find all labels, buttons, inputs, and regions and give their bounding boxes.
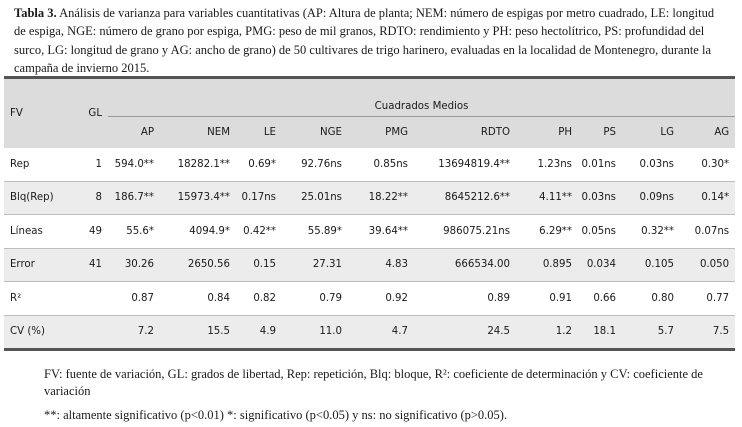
cell: 0.69* xyxy=(248,158,276,170)
cell: 0.79 xyxy=(282,282,348,316)
cell: 2650.56 xyxy=(160,248,236,282)
cell: 0.05ns xyxy=(578,215,622,249)
cell: 0.034 xyxy=(578,248,622,282)
cell: 4.83 xyxy=(348,248,414,282)
table-row xyxy=(4,248,735,282)
header-gl: GL xyxy=(74,79,108,148)
table-header xyxy=(4,79,735,148)
cell: 0.87 xyxy=(108,282,160,316)
cell: 186.7** xyxy=(108,181,160,215)
cell: 13694819.4** xyxy=(438,158,510,170)
cell: 0.03ns xyxy=(578,181,622,215)
cell: 0.92 xyxy=(348,282,414,316)
cell: 92.76ns xyxy=(301,158,342,170)
cell: 4094.9* xyxy=(160,215,236,249)
header-col-pmg: PMG xyxy=(348,117,414,149)
cell: 0.85ns xyxy=(373,158,408,170)
header-cuadrados-medios: Cuadrados Medios xyxy=(108,79,735,117)
cell: 15.5 xyxy=(160,315,236,348)
header-col-lg: LG xyxy=(622,117,680,149)
cell: 0.895 xyxy=(516,248,578,282)
row-label: Error xyxy=(4,248,74,282)
cell: 7.5 xyxy=(680,315,735,348)
header-fv: FV xyxy=(4,79,74,148)
table-body xyxy=(4,148,735,348)
row-gl: 1 xyxy=(95,158,102,170)
cell: 0.30* xyxy=(701,158,730,170)
cell: 594.0** xyxy=(114,158,154,170)
row-gl: 49 xyxy=(74,215,108,249)
table-notes xyxy=(44,366,724,424)
cell: 4.7 xyxy=(348,315,414,348)
caption-label: Tabla 3. xyxy=(14,6,57,20)
cell: 7.2 xyxy=(108,315,160,348)
cell: 1.2 xyxy=(516,315,578,348)
header-col-le: LE xyxy=(236,117,282,149)
cell: 0.91 xyxy=(516,282,578,316)
cell: 986075.21ns xyxy=(414,215,516,249)
cell: 5.7 xyxy=(622,315,680,348)
cell: 55.89* xyxy=(282,215,348,249)
anova-table xyxy=(4,76,735,351)
cell: 0.77 xyxy=(680,282,735,316)
cell: 30.26 xyxy=(108,248,160,282)
cell: 0.66 xyxy=(578,282,622,316)
cell: 0.15 xyxy=(236,248,282,282)
table-row xyxy=(4,315,735,348)
cell: 0.050 xyxy=(680,248,735,282)
cell: 0.03ns xyxy=(639,158,674,170)
bottom-rule xyxy=(4,348,735,351)
row-label: Blq(Rep) xyxy=(4,181,74,215)
notes-significance: **: altamente significativo (p<0.01) *: significativo (p<0.05) y ns: no significativo (p>0.05). xyxy=(44,408,508,422)
cell: 0.09ns xyxy=(622,181,680,215)
header-col-ap: AP xyxy=(108,117,160,149)
cell: 27.31 xyxy=(282,248,348,282)
cell: 0.17ns xyxy=(236,181,282,215)
row-label: CV (%) xyxy=(4,315,74,348)
table-row xyxy=(4,148,735,181)
cell: 0.80 xyxy=(622,282,680,316)
cell: 0.82 xyxy=(236,282,282,316)
table-caption xyxy=(14,4,726,78)
row-label: R² xyxy=(4,282,74,316)
cell: 18.22** xyxy=(348,181,414,215)
cell: 0.32** xyxy=(622,215,680,249)
cell: 0.14* xyxy=(680,181,735,215)
cell: 8645212.6** xyxy=(414,181,516,215)
cell: 0.01ns xyxy=(581,158,616,170)
row-label: Rep xyxy=(10,158,30,170)
cell: 0.89 xyxy=(414,282,516,316)
table-row xyxy=(4,215,735,249)
row-gl: 41 xyxy=(74,248,108,282)
cell: 0.07ns xyxy=(680,215,735,249)
cell: 15973.4** xyxy=(160,181,236,215)
header-col-ag: AG xyxy=(680,117,735,149)
cell: 55.6* xyxy=(108,215,160,249)
caption-text: Análisis de varianza para variables cuantitativas (AP: Altura de planta; NEM: número de espigas por metro cuadrado, LE: longitud de espiga, NGE: número de grano por espiga, PMG: peso de mil granos, RDTO: rendimiento y PH: peso hectolítrico, PS: profundidad del surco, LG: longitud de grano y AG: ancho de grano) de 50 cultivares de trigo harinero, evaluadas en la localidad de Montenegro, durante la campaña de invierno 2015. xyxy=(14,6,715,76)
cell: 39.64** xyxy=(348,215,414,249)
cell: 18.1 xyxy=(578,315,622,348)
cell: 4.11** xyxy=(516,181,578,215)
cell: 0.84 xyxy=(160,282,236,316)
cell: 24.5 xyxy=(414,315,516,348)
cell: 18282.1** xyxy=(177,158,230,170)
row-label: Líneas xyxy=(4,215,74,249)
cell: 666534.00 xyxy=(414,248,516,282)
table-row xyxy=(4,181,735,215)
header-col-ph: PH xyxy=(516,117,578,149)
cell: 0.105 xyxy=(622,248,680,282)
notes-abbreviations: FV: fuente de variación, GL: grados de libertad, Rep: repetición, Blq: bloque, R²: coeficiente de determinación y CV: coeficiente de variación xyxy=(44,367,703,398)
cell: 11.0 xyxy=(282,315,348,348)
header-col-nem: NEM xyxy=(160,117,236,149)
row-gl xyxy=(74,282,108,316)
cell: 4.9 xyxy=(236,315,282,348)
table-row xyxy=(4,282,735,316)
header-col-nge: NGE xyxy=(282,117,348,149)
header-col-rdto: RDTO xyxy=(414,117,516,149)
cell: 1.23ns xyxy=(537,158,572,170)
cell: 0.42** xyxy=(236,215,282,249)
header-col-ps: PS xyxy=(578,117,622,149)
row-gl xyxy=(74,315,108,348)
row-gl: 8 xyxy=(74,181,108,215)
cell: 25.01ns xyxy=(282,181,348,215)
cell: 6.29** xyxy=(516,215,578,249)
